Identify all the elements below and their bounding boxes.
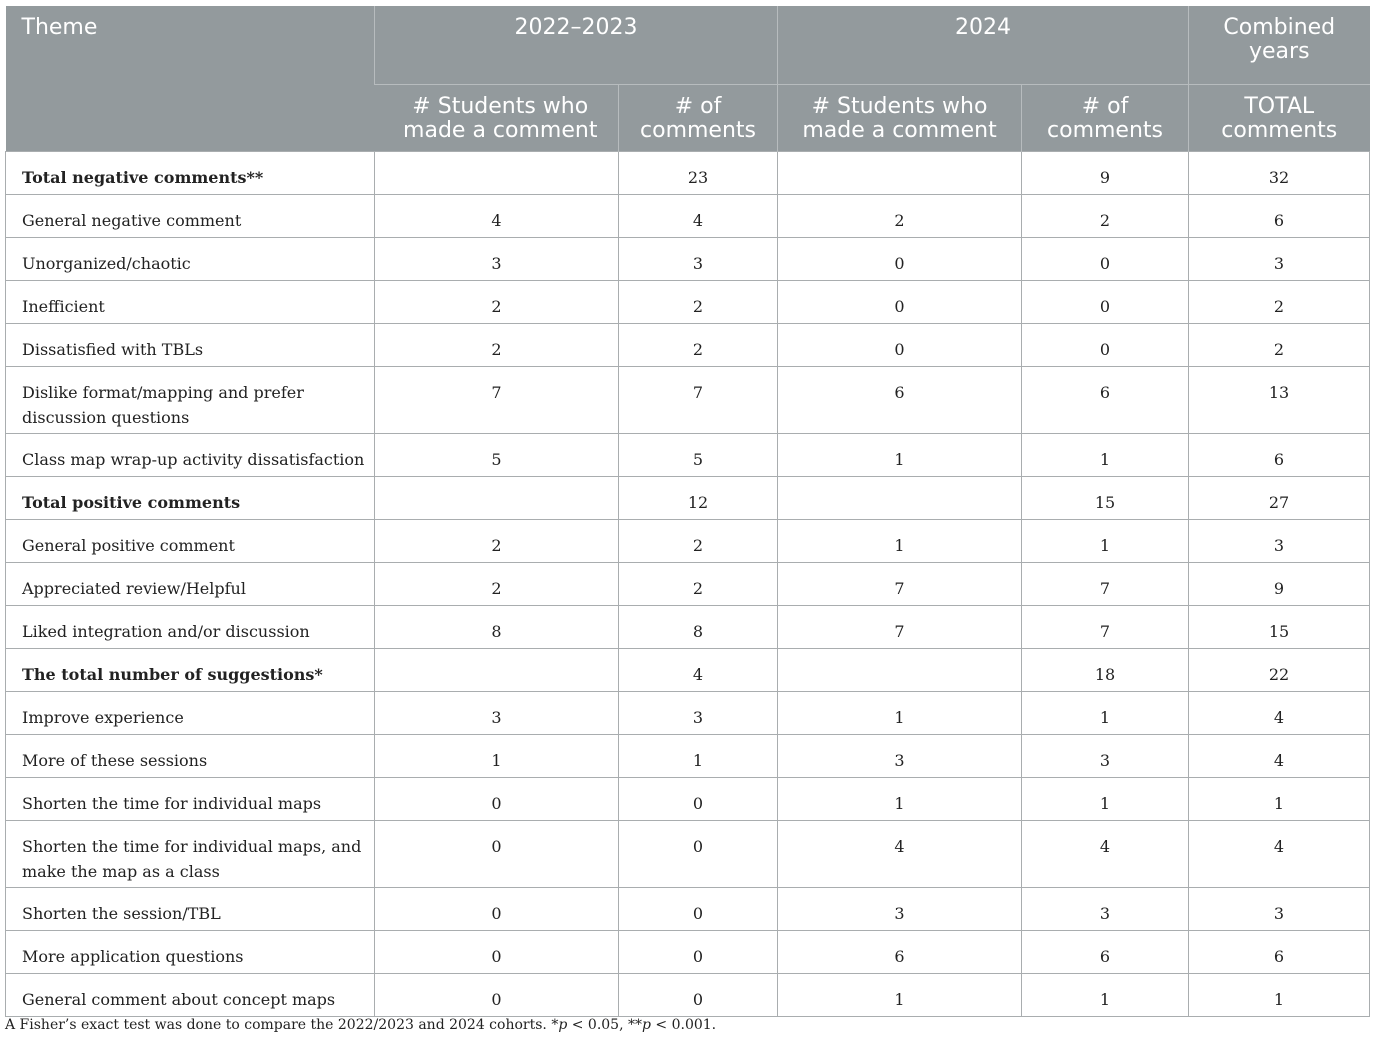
students-2022-cell: 0	[375, 778, 619, 821]
table-row	[6, 238, 1370, 281]
theme-cell: Shorten the time for individual maps, and make the map as a class	[6, 821, 375, 888]
results-table-container	[5, 6, 1369, 1017]
theme-cell: Dissatisfied with TBLs	[6, 324, 375, 367]
students-2024-cell: 3	[778, 735, 1022, 778]
table-row	[6, 281, 1370, 324]
students-2022-cell: 2	[375, 563, 619, 606]
theme-cell: General negative comment	[6, 195, 375, 238]
total-comments-cell: 9	[1189, 563, 1370, 606]
students-2022-cell: 5	[375, 434, 619, 477]
students-2022-cell: 2	[375, 324, 619, 367]
theme-cell: The total number of suggestions*	[6, 649, 375, 692]
theme-cell: More of these sessions	[6, 735, 375, 778]
comments-2024-cell: 3	[1022, 888, 1189, 931]
comments-2024-cell: 2	[1022, 195, 1189, 238]
table-row	[6, 974, 1370, 1017]
table-row	[6, 195, 1370, 238]
comments-2022-cell: 2	[619, 281, 778, 324]
students-2022-cell: 0	[375, 931, 619, 974]
students-2024-cell: 3	[778, 888, 1022, 931]
header-comments-2024: # of comments	[1022, 85, 1189, 152]
theme-cell: Dislike format/mapping and prefer discussion questions	[6, 367, 375, 434]
total-comments-cell: 6	[1189, 434, 1370, 477]
students-2024-cell: 0	[778, 324, 1022, 367]
comments-2024-cell: 6	[1022, 931, 1189, 974]
comments-2024-cell: 6	[1022, 367, 1189, 434]
theme-cell: Appreciated review/Helpful	[6, 563, 375, 606]
comments-2024-cell: 18	[1022, 649, 1189, 692]
comments-2022-cell: 1	[619, 735, 778, 778]
comments-2022-cell: 3	[619, 692, 778, 735]
table-row	[6, 931, 1370, 974]
comments-2022-cell: 12	[619, 477, 778, 520]
students-2024-cell: 7	[778, 563, 1022, 606]
students-2024-cell	[778, 649, 1022, 692]
comments-2024-cell: 7	[1022, 563, 1189, 606]
table-row	[6, 152, 1370, 195]
table-row	[6, 367, 1370, 434]
comments-2022-cell: 0	[619, 931, 778, 974]
theme-cell: Total negative comments**	[6, 152, 375, 195]
comments-2024-cell: 4	[1022, 821, 1189, 888]
students-2024-cell: 0	[778, 238, 1022, 281]
comments-2022-cell: 2	[619, 563, 778, 606]
students-2022-cell	[375, 152, 619, 195]
header-group-2024: 2024	[778, 6, 1189, 85]
total-comments-cell: 4	[1189, 692, 1370, 735]
header-students-2022: # Students who made a comment	[375, 85, 619, 152]
comments-2024-cell: 0	[1022, 324, 1189, 367]
table-body	[6, 152, 1370, 1017]
students-2022-cell: 1	[375, 735, 619, 778]
table-row	[6, 888, 1370, 931]
theme-cell: Shorten the session/TBL	[6, 888, 375, 931]
total-comments-cell: 27	[1189, 477, 1370, 520]
comments-2022-cell: 3	[619, 238, 778, 281]
header-theme: Theme	[6, 6, 375, 152]
students-2022-cell: 0	[375, 974, 619, 1017]
comments-2024-cell: 1	[1022, 778, 1189, 821]
table-row	[6, 778, 1370, 821]
table-row	[6, 692, 1370, 735]
students-2024-cell: 6	[778, 931, 1022, 974]
students-2024-cell: 1	[778, 520, 1022, 563]
theme-cell: More application questions	[6, 931, 375, 974]
footnote-p2: **p < 0.001.	[628, 1017, 717, 1033]
total-comments-cell: 6	[1189, 195, 1370, 238]
comments-2022-cell: 8	[619, 606, 778, 649]
students-2024-cell: 1	[778, 434, 1022, 477]
comments-2022-cell: 23	[619, 152, 778, 195]
total-comments-cell: 2	[1189, 281, 1370, 324]
table-row	[6, 649, 1370, 692]
table-row	[6, 520, 1370, 563]
footnote-text: A Fisher’s exact test was done to compare the 2022/2023 and 2024 cohorts.	[5, 1017, 547, 1033]
comments-2024-cell: 9	[1022, 152, 1189, 195]
total-comments-cell: 6	[1189, 931, 1370, 974]
comments-2024-cell: 1	[1022, 520, 1189, 563]
theme-cell: Improve experience	[6, 692, 375, 735]
comments-2022-cell: 4	[619, 195, 778, 238]
students-2022-cell: 0	[375, 888, 619, 931]
comments-2022-cell: 2	[619, 520, 778, 563]
students-2022-cell: 2	[375, 281, 619, 324]
comments-2022-cell: 7	[619, 367, 778, 434]
total-comments-cell: 3	[1189, 520, 1370, 563]
table-row	[6, 563, 1370, 606]
total-comments-cell: 4	[1189, 821, 1370, 888]
total-comments-cell: 2	[1189, 324, 1370, 367]
comments-2024-cell: 3	[1022, 735, 1189, 778]
students-2024-cell: 6	[778, 367, 1022, 434]
comments-2022-cell: 0	[619, 888, 778, 931]
theme-cell: General positive comment	[6, 520, 375, 563]
students-2022-cell: 8	[375, 606, 619, 649]
comments-2022-cell: 0	[619, 821, 778, 888]
students-2022-cell: 2	[375, 520, 619, 563]
students-2024-cell: 1	[778, 974, 1022, 1017]
students-2022-cell: 0	[375, 821, 619, 888]
table-row	[6, 606, 1370, 649]
comments-2022-cell: 0	[619, 778, 778, 821]
table-row	[6, 735, 1370, 778]
theme-cell: Inefficient	[6, 281, 375, 324]
table-row	[6, 477, 1370, 520]
comments-2022-cell: 2	[619, 324, 778, 367]
students-2022-cell: 7	[375, 367, 619, 434]
total-comments-cell: 32	[1189, 152, 1370, 195]
comments-2024-cell: 1	[1022, 974, 1189, 1017]
theme-cell: Shorten the time for individual maps	[6, 778, 375, 821]
header-group-combined: Combined years	[1189, 6, 1370, 85]
table-footnote	[5, 1017, 716, 1033]
comments-2024-cell: 1	[1022, 434, 1189, 477]
comments-2022-cell: 5	[619, 434, 778, 477]
comments-2022-cell: 0	[619, 974, 778, 1017]
total-comments-cell: 13	[1189, 367, 1370, 434]
total-comments-cell: 3	[1189, 238, 1370, 281]
total-comments-cell: 4	[1189, 735, 1370, 778]
comments-2024-cell: 0	[1022, 281, 1189, 324]
theme-cell: Total positive comments	[6, 477, 375, 520]
comments-2024-cell: 7	[1022, 606, 1189, 649]
total-comments-cell: 22	[1189, 649, 1370, 692]
students-2022-cell: 3	[375, 692, 619, 735]
header-students-2024: # Students who made a comment	[778, 85, 1022, 152]
header-comments-2022: # of comments	[619, 85, 778, 152]
students-2022-cell: 4	[375, 195, 619, 238]
table-row	[6, 324, 1370, 367]
students-2024-cell: 2	[778, 195, 1022, 238]
theme-cell: Unorganized/chaotic	[6, 238, 375, 281]
students-2024-cell: 0	[778, 281, 1022, 324]
comments-2024-cell: 0	[1022, 238, 1189, 281]
students-2024-cell	[778, 477, 1022, 520]
theme-cell: Class map wrap-up activity dissatisfaction	[6, 434, 375, 477]
students-2024-cell: 4	[778, 821, 1022, 888]
students-2024-cell: 7	[778, 606, 1022, 649]
comments-2024-cell: 1	[1022, 692, 1189, 735]
students-2022-cell	[375, 649, 619, 692]
total-comments-cell: 1	[1189, 974, 1370, 1017]
students-2024-cell: 1	[778, 692, 1022, 735]
total-comments-cell: 1	[1189, 778, 1370, 821]
footnote-p1: *p < 0.05,	[551, 1017, 624, 1033]
total-comments-cell: 3	[1189, 888, 1370, 931]
theme-cell: Liked integration and/or discussion	[6, 606, 375, 649]
students-2024-cell: 1	[778, 778, 1022, 821]
header-group-2022-2023: 2022–2023	[375, 6, 778, 85]
table-header	[6, 6, 1370, 152]
students-2022-cell	[375, 477, 619, 520]
theme-cell: General comment about concept maps	[6, 974, 375, 1017]
comments-table	[5, 6, 1370, 1017]
table-row	[6, 821, 1370, 888]
comments-2024-cell: 15	[1022, 477, 1189, 520]
total-comments-cell: 15	[1189, 606, 1370, 649]
header-total-comments: TOTAL comments	[1189, 85, 1370, 152]
students-2022-cell: 3	[375, 238, 619, 281]
students-2024-cell	[778, 152, 1022, 195]
table-row	[6, 434, 1370, 477]
comments-2022-cell: 4	[619, 649, 778, 692]
